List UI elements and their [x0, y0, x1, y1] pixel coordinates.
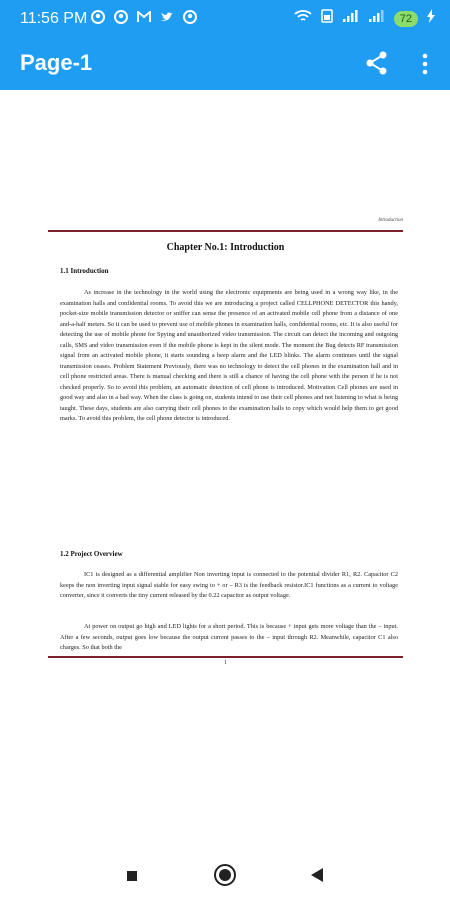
wifi-icon	[294, 9, 312, 28]
chapter-title: Chapter No.1: Introduction	[166, 242, 285, 253]
share-button[interactable]	[364, 50, 390, 76]
section-paragraph: As increase in the technology in the world using the electronic equipments are being used in a wrong way like, in the examination halls and confidential rooms. To avoid this we are introducing a project called CELLPHONE DETECTOR this handy, pocket-size mobile transmission detector or sniffer can sense the presence of an activated mobile cell phone from a distance of one and-a-half meters. So it can be used to prevent use of mobile phones in examination halls, confidential rooms, etc. It is also useful for detecting the use of mobile phone for Spying and unauthorized video transmission. The circuit can detect the incoming and outgoing calls, SMS and video transmission even if the mobile phone is kept in the silent mode. The moment the Bug detects RF transmission signal from an activated mobile phone, it starts sounding a beep alarm and the LED blinks. The alarm continues until the signal transmission ceases. Problem Statement Previously, there was no technology to detect the cell phones in the examination hall and in cell phone restricted areas. There is manual checking and there is still a chance of having the cell phone with the person if he is not checked properly. So to avoid this problem, an automatic detection of cell phone is introduced. Motivation Cell phones are used in good way and also in a bad way. When the class is going on, students intend to use their cell phones and not listening to what is being taught. These days, students are also carrying their cell phones to the examination halls to copy which would help them to get good marks. To avoid this problem, the cell phone detector is introduced.	[60, 289, 398, 422]
navigation-bar	[0, 850, 450, 900]
running-header: Introduction	[378, 218, 403, 223]
document-page[interactable]	[48, 210, 403, 665]
system-icons	[294, 9, 436, 28]
twitter-icon	[159, 9, 175, 25]
page-title: Page-1	[20, 50, 93, 75]
section-heading: 1.2 Project Overview	[60, 550, 123, 558]
more-options-button[interactable]	[416, 51, 434, 77]
section-paragraph: IC1 is designed as a differential amplifier Non inverting input is connected to the potential divider R1, R2. Capacitor C2 keeps the non inverting input signal stable for easy swing to + or – R3 is the feedback resistor.IC1 functions as a current to voltage converter, since it converts the tiny current released by the 0.22 capacitor as output voltage.	[60, 571, 398, 599]
charging-icon	[426, 9, 436, 28]
gmail-icon	[136, 9, 152, 25]
home-button[interactable]	[214, 864, 236, 886]
signal-icon	[342, 9, 360, 28]
recents-button[interactable]	[127, 871, 137, 881]
status-bar	[0, 0, 450, 38]
status-time: 11:56 PM	[20, 10, 88, 27]
more-vert-icon	[416, 51, 434, 77]
app-bar	[0, 38, 450, 90]
section-heading: 1.1 Introduction	[60, 267, 109, 275]
page-number: 1	[224, 660, 227, 666]
p-icon	[113, 9, 129, 25]
battery-level: 72	[394, 11, 418, 27]
header-rule	[48, 230, 403, 232]
section-paragraph: At power on output go high and LED lights for a short period. This is because + input gets more voltage than the – input. After a few seconds, output goes low because the output current passes to the – input through R2. Meanwhile, capacitor C1 also charges. So that both the	[60, 623, 398, 651]
p-icon	[182, 9, 198, 25]
footer-rule	[48, 656, 403, 658]
signal-icon	[368, 9, 386, 28]
notification-icons	[90, 9, 198, 25]
back-button[interactable]	[311, 868, 323, 882]
p-icon	[90, 9, 106, 25]
share-icon	[364, 50, 390, 76]
sim-icon	[320, 9, 334, 28]
